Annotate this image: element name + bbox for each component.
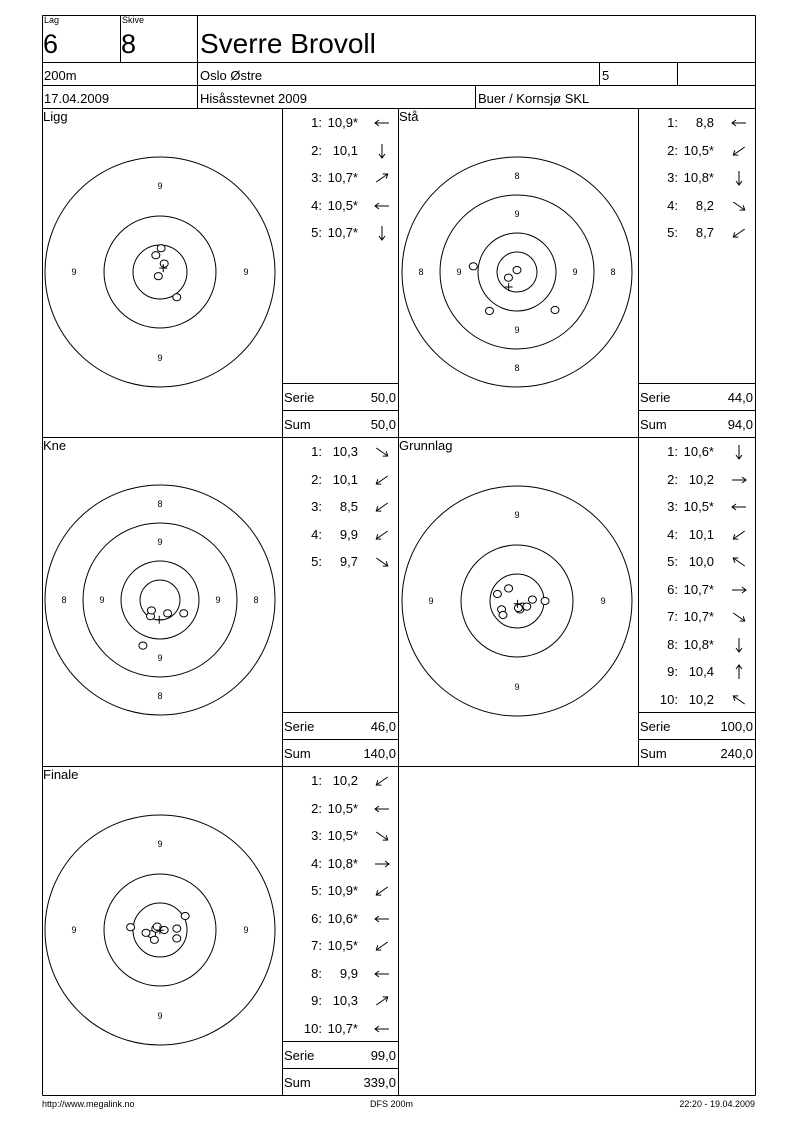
shot-score: 10,7*: [683, 609, 714, 624]
shot-hole: [551, 306, 559, 313]
ring-number: 8: [514, 171, 520, 181]
serie-label: Serie: [284, 719, 315, 734]
ring-number: 8: [418, 267, 424, 277]
ring-number: 8: [514, 363, 520, 373]
shot-number: 4:: [311, 197, 322, 213]
direction-arrow-icon: [372, 826, 392, 846]
shot-number: 5:: [311, 225, 322, 240]
direction-arrow-icon: [372, 442, 392, 462]
ring-number: 9: [514, 325, 520, 335]
serie-value: 100,0: [720, 719, 753, 734]
direction-arrow-icon: [372, 964, 392, 984]
ring-number: 9: [157, 353, 163, 363]
direction-arrow-icon: [372, 470, 392, 490]
ring-number: 9: [456, 267, 462, 277]
ring-number: 8: [61, 595, 67, 605]
shot-number: 4:: [311, 526, 322, 542]
shot-hole: [541, 597, 549, 604]
shot-hole: [181, 912, 189, 919]
direction-arrow-icon: [729, 223, 749, 243]
sum-label: Sum: [284, 746, 311, 761]
target-ring: [121, 561, 199, 639]
shot-score: 10,1: [332, 471, 358, 487]
shot-number: 10:: [659, 691, 678, 707]
ring-number: 9: [514, 682, 520, 692]
target: [42, 108, 282, 437]
group-center-cross: [155, 616, 163, 624]
shot-hole: [505, 585, 513, 592]
shot-number: 1:: [311, 773, 322, 788]
lag-value: 6: [43, 29, 59, 59]
shot-number: 2:: [311, 471, 322, 487]
shot-number: 2:: [311, 142, 322, 158]
shooter-name: Sverre Brovoll: [200, 28, 376, 59]
shot-score: 10,2: [688, 691, 714, 707]
shot-score: 10,5*: [327, 197, 358, 213]
shot-score: 10,8*: [683, 636, 714, 652]
shot-number: 7:: [667, 609, 678, 624]
shot-score: 10,5*: [327, 800, 358, 816]
shot-hole: [157, 245, 165, 252]
shot-score: 10,3: [332, 993, 358, 1008]
target: [42, 766, 282, 1095]
shot-score: 10,9*: [327, 115, 358, 130]
sum-value: 94,0: [727, 417, 753, 432]
shot-hole: [504, 274, 512, 281]
shot-number: 4:: [667, 197, 678, 213]
sum-label: Sum: [640, 417, 667, 432]
shot-hole: [499, 611, 507, 618]
shot-score: 10,1: [688, 526, 714, 542]
direction-arrow-icon: [372, 141, 392, 161]
shot-number: 3:: [311, 170, 322, 185]
class: 5: [602, 68, 610, 83]
shot-number: 3:: [667, 499, 678, 514]
shot-number: 1:: [667, 115, 678, 130]
shot-score: 10,7*: [327, 225, 358, 240]
shot-score: 10,8*: [327, 855, 358, 871]
sum-label: Sum: [640, 746, 667, 761]
ring-number: 9: [243, 925, 249, 935]
direction-arrow-icon: [729, 113, 749, 133]
shot-number: 5:: [311, 554, 322, 569]
shot-number: 7:: [311, 938, 322, 953]
serie-value: 50,0: [370, 390, 396, 405]
venue: Buer / Kornsjø SKL: [478, 91, 590, 106]
shot-number: 1:: [667, 444, 678, 459]
direction-arrow-icon: [372, 854, 392, 874]
ring-number: 9: [428, 596, 434, 606]
direction-arrow-icon: [729, 196, 749, 216]
shot-score: 10,7*: [327, 1020, 358, 1036]
direction-arrow-icon: [729, 552, 749, 572]
ring-number: 9: [514, 209, 520, 219]
shot-number: 1:: [311, 444, 322, 459]
sum-value: 50,0: [370, 417, 396, 432]
ring-number: 9: [600, 596, 606, 606]
direction-arrow-icon: [372, 991, 392, 1011]
shot-number: 3:: [667, 170, 678, 185]
shot-score: 10,0: [688, 554, 714, 569]
serie-value: 44,0: [727, 390, 753, 405]
distance: 200m: [44, 68, 77, 83]
footer-timestamp: 22:20 - 19.04.2009: [679, 1099, 755, 1109]
shot-number: 4:: [667, 526, 678, 542]
shot-score: 8,5: [336, 499, 358, 514]
direction-arrow-icon: [372, 936, 392, 956]
shot-score: 10,7*: [683, 581, 714, 597]
ring-number: 9: [71, 925, 77, 935]
shot-number: 9:: [311, 993, 322, 1008]
shot-number: 1:: [311, 115, 322, 130]
shot-hole: [469, 263, 477, 270]
ring-number: 9: [157, 181, 163, 191]
serie-label: Serie: [640, 390, 671, 405]
club: Oslo Østre: [200, 68, 263, 83]
target-ring: [133, 245, 187, 299]
shot-hole: [173, 294, 181, 301]
panel-label: Kne: [43, 438, 67, 453]
shot-score: 10,5*: [327, 828, 358, 843]
direction-arrow-icon: [729, 168, 749, 188]
sum-value: 339,0: [363, 1075, 396, 1090]
shot-score: 8,8: [692, 115, 714, 130]
shot-hole: [485, 307, 493, 314]
shot-score: 10,5*: [683, 499, 714, 514]
ring-number: 8: [157, 691, 163, 701]
direction-arrow-icon: [372, 168, 392, 188]
skive-label: Skive: [122, 15, 145, 25]
ring-number: 8: [610, 267, 616, 277]
shot-hole: [150, 936, 158, 943]
shot-score: 10,5*: [683, 142, 714, 158]
shot-score: 10,7*: [327, 170, 358, 185]
direction-arrow-icon: [372, 497, 392, 517]
direction-arrow-icon: [372, 552, 392, 572]
serie-value: 99,0: [370, 1048, 396, 1063]
shot-hole: [513, 267, 521, 274]
direction-arrow-icon: [729, 690, 749, 710]
shot-score: 10,1: [332, 142, 358, 158]
shot-number: 2:: [667, 471, 678, 487]
direction-arrow-icon: [729, 580, 749, 600]
direction-arrow-icon: [372, 1019, 392, 1039]
event: Hisåsstevnet 2009: [200, 91, 307, 106]
shot-score: 10,2: [332, 773, 358, 788]
shot-hole: [164, 610, 172, 617]
ring-number: 9: [215, 595, 221, 605]
panel-label: Stå: [399, 109, 419, 124]
direction-arrow-icon: [372, 196, 392, 216]
ring-number: 9: [157, 537, 163, 547]
shot-number: 6:: [667, 581, 678, 597]
ring-number: 9: [157, 839, 163, 849]
shot-number: 9:: [667, 664, 678, 679]
direction-arrow-icon: [372, 113, 392, 133]
direction-arrow-icon: [729, 525, 749, 545]
ring-number: 9: [71, 267, 77, 277]
shot-score: 10,8*: [683, 170, 714, 185]
shot-number: 8:: [667, 636, 678, 652]
shot-hole: [173, 935, 181, 942]
direction-arrow-icon: [372, 771, 392, 791]
shot-hole: [160, 260, 168, 267]
shot-score: 10,2: [688, 471, 714, 487]
shot-hole: [173, 925, 181, 932]
ring-number: 9: [572, 267, 578, 277]
shot-number: 2:: [311, 800, 322, 816]
serie-label: Serie: [284, 1048, 315, 1063]
lag-label: Lag: [44, 15, 60, 25]
sum-value: 140,0: [363, 746, 396, 761]
shot-hole: [152, 252, 160, 259]
shot-number: 5:: [311, 883, 322, 898]
shot-hole: [528, 596, 536, 603]
direction-arrow-icon: [729, 470, 749, 490]
skive-value: 8: [121, 29, 137, 59]
ring-number: 9: [157, 653, 163, 663]
target-ring: [461, 545, 573, 657]
direction-arrow-icon: [729, 635, 749, 655]
footer-center: DFS 200m: [370, 1099, 414, 1109]
date: 17.04.2009: [44, 91, 110, 106]
target-ring: [45, 485, 275, 715]
shot-hole: [514, 604, 522, 611]
shot-score: 10,6*: [327, 910, 358, 926]
shot-score: 9,9: [336, 526, 358, 542]
sum-label: Sum: [284, 1075, 311, 1090]
shot-hole: [139, 642, 147, 649]
direction-arrow-icon: [372, 881, 392, 901]
panel-label: Finale: [43, 767, 79, 782]
serie-value: 46,0: [370, 719, 396, 734]
ring-number: 9: [99, 595, 105, 605]
direction-arrow-icon: [729, 497, 749, 517]
direction-arrow-icon: [372, 909, 392, 929]
sum-label: Sum: [284, 417, 311, 432]
shot-score: 8,7: [692, 225, 714, 240]
shot-hole: [154, 273, 162, 280]
shot-score: 10,6*: [683, 444, 714, 459]
shot-score: 8,2: [692, 197, 714, 213]
shot-number: 2:: [667, 142, 678, 158]
shot-hole: [142, 929, 150, 936]
shot-number: 5:: [667, 554, 678, 569]
ring-number: 9: [514, 510, 520, 520]
shot-number: 8:: [311, 965, 322, 981]
sum-value: 240,0: [720, 746, 753, 761]
shot-number: 6:: [311, 910, 322, 926]
shot-number: 10:: [303, 1020, 322, 1036]
shot-hole: [127, 924, 135, 931]
footer-url: http://www.megalink.no: [42, 1099, 135, 1109]
direction-arrow-icon: [372, 223, 392, 243]
shot-number: 3:: [311, 828, 322, 843]
direction-arrow-icon: [372, 799, 392, 819]
target: [398, 108, 638, 437]
shot-hole: [180, 610, 188, 617]
ring-number: 9: [243, 267, 249, 277]
ring-number: 8: [157, 499, 163, 509]
direction-arrow-icon: [729, 442, 749, 462]
shot-score: 9,9: [336, 965, 358, 981]
shot-hole: [493, 590, 501, 597]
target: [42, 437, 282, 766]
panel-label: Ligg: [43, 109, 68, 124]
shot-score: 10,9*: [327, 883, 358, 898]
panel-label: Grunnlag: [399, 438, 453, 453]
direction-arrow-icon: [729, 607, 749, 627]
shot-number: 3:: [311, 499, 322, 514]
direction-arrow-icon: [729, 662, 749, 682]
serie-label: Serie: [640, 719, 671, 734]
direction-arrow-icon: [372, 525, 392, 545]
group-center-cross: [505, 283, 513, 291]
shot-number: 4:: [311, 855, 322, 871]
shot-number: 5:: [667, 225, 678, 240]
direction-arrow-icon: [729, 141, 749, 161]
ring-number: 9: [157, 1011, 163, 1021]
target-ring: [140, 580, 180, 620]
ring-number: 8: [253, 595, 259, 605]
serie-label: Serie: [284, 390, 315, 405]
target-ring: [104, 216, 216, 328]
shot-score: 10,4: [688, 664, 714, 679]
shot-score: 9,7: [336, 554, 358, 569]
shot-score: 10,5*: [327, 938, 358, 953]
shot-score: 10,3: [332, 444, 358, 459]
target: [398, 437, 638, 766]
shot-hole: [147, 607, 155, 614]
